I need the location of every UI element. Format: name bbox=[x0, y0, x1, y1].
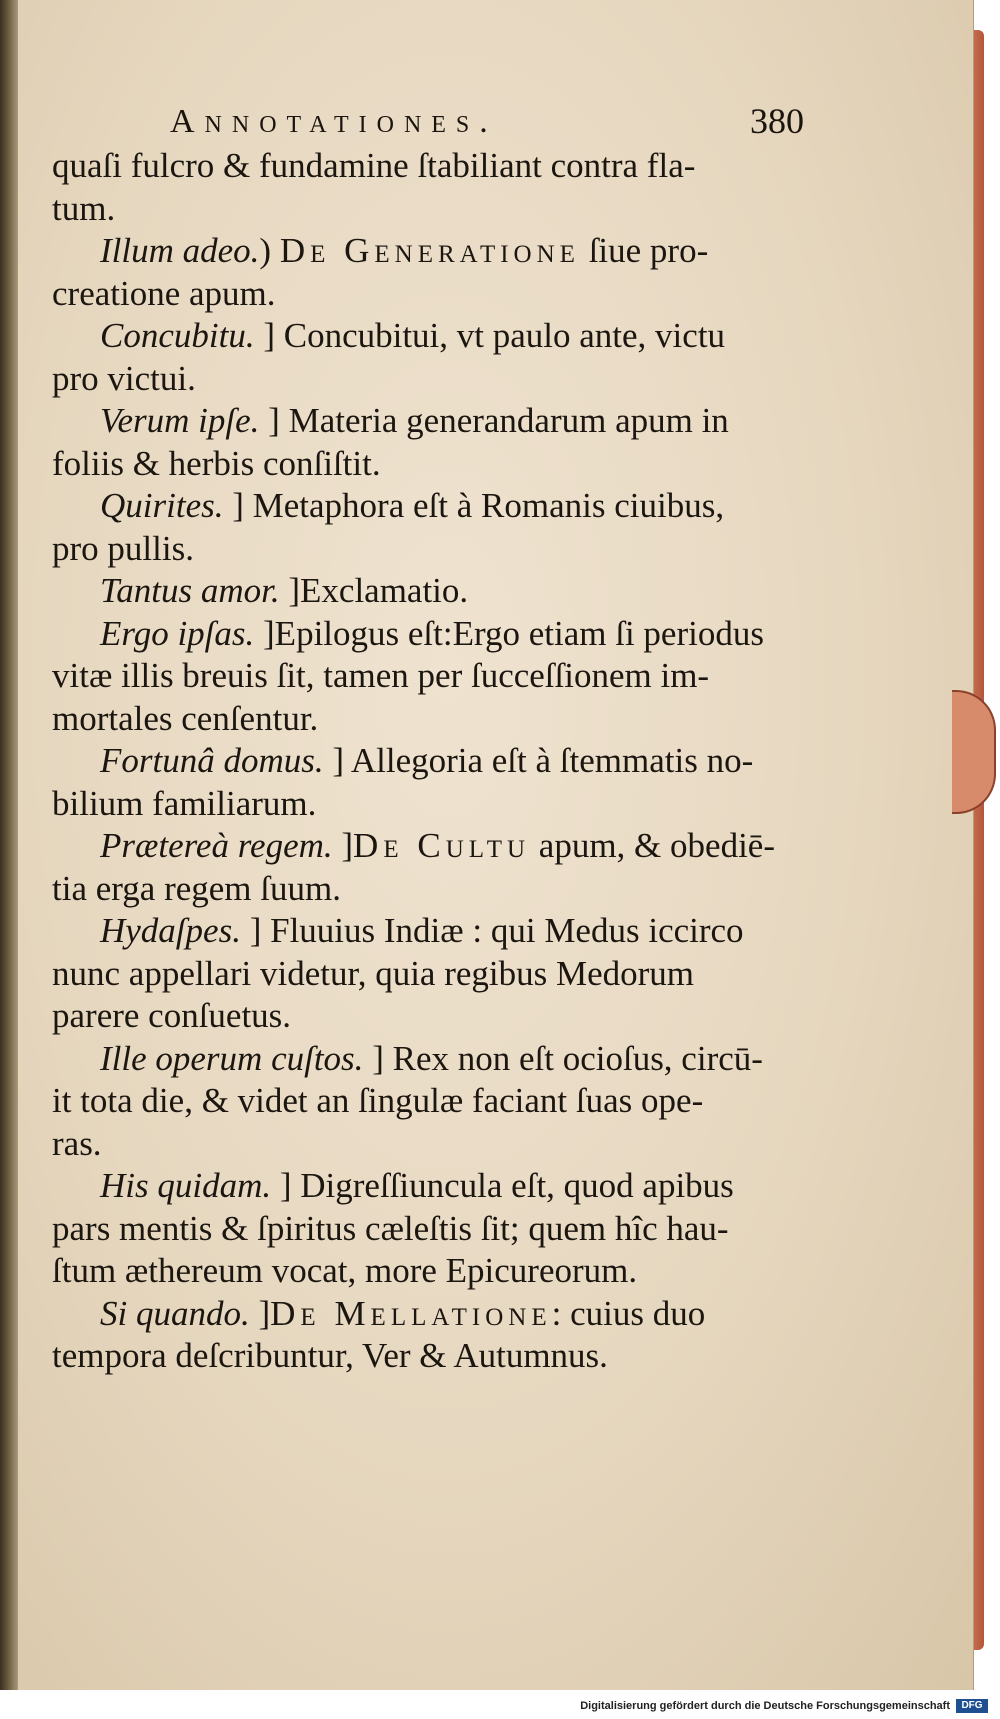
text-line: creatione apum. bbox=[52, 273, 276, 313]
lemma: Tantus amor. bbox=[100, 571, 280, 610]
annotation-entry bbox=[52, 740, 812, 783]
lemma: Concubitu. bbox=[100, 316, 255, 355]
text-line: it tota die, & videt an ſingulæ faciant ſuas ope- bbox=[52, 1081, 704, 1120]
entry-text: ] Rex non eſt ocioſus, circū- bbox=[363, 1038, 763, 1078]
section-heading: De Cultu bbox=[353, 826, 531, 865]
entry-text: ] Metaphora eſt à Romanis ciuibus, bbox=[223, 486, 725, 525]
annotation-entry bbox=[52, 910, 812, 953]
text-line: tum. bbox=[52, 188, 116, 228]
lemma: Illum adeo. bbox=[100, 231, 260, 270]
footer-credit: Digitalisierung gefördert durch die Deutsche Forschungsgemeinschaft bbox=[580, 1700, 950, 1712]
entry-text: ] bbox=[332, 826, 354, 865]
annotation-entry bbox=[52, 613, 812, 656]
entry-text: ]Exclamatio. bbox=[279, 571, 469, 610]
entry-text: apum, & obediē- bbox=[530, 826, 775, 865]
text-line: ſtum æthereum vocat, more Epicureorum. bbox=[52, 1251, 638, 1290]
annotation-entry bbox=[52, 230, 812, 273]
section-heading: De Mellatione bbox=[270, 1293, 552, 1333]
entry-text: ] Materia generandarum apum in bbox=[259, 401, 729, 440]
text-line: ras. bbox=[52, 1123, 102, 1163]
text-line: quaſi fulcro & fundamine ſtabiliant contra fla- bbox=[52, 146, 696, 185]
text-line: tia erga regem ſuum. bbox=[52, 868, 341, 908]
annotation-entry bbox=[52, 485, 812, 528]
text-line: foliis & herbis conſiſtit. bbox=[52, 443, 381, 483]
entry-text: ] Allegoria eſt à ſtemmatis no- bbox=[323, 741, 754, 780]
lemma: Si quando. bbox=[100, 1293, 250, 1333]
text-block bbox=[52, 145, 812, 1378]
page-number: 380 bbox=[750, 101, 804, 141]
annotation-entry bbox=[52, 1293, 812, 1336]
text-line: bilium familiarum. bbox=[52, 783, 317, 823]
annotation-entry bbox=[52, 1165, 812, 1208]
entry-text: ] Concubitui, vt paulo ante, victu bbox=[254, 316, 726, 355]
text-line: pro victui. bbox=[52, 358, 196, 398]
annotation-entry bbox=[52, 570, 812, 613]
entry-text: ] Fluuius Indiæ : qui Medus iccirco bbox=[240, 911, 744, 950]
entry-text: ]Epilogus eſt:Ergo etiam ſi periodus bbox=[254, 613, 764, 653]
lemma: Ergo ipſas. bbox=[100, 613, 255, 653]
entry-text: ſiue pro- bbox=[579, 231, 709, 270]
text-line: pro pullis. bbox=[52, 528, 194, 568]
entry-text: ] Digreſſiuncula eſt, quod apibus bbox=[271, 1166, 734, 1205]
text-line: parere conſuetus. bbox=[52, 996, 292, 1035]
lemma: Quirites. bbox=[100, 486, 224, 525]
annotation-entry bbox=[52, 400, 812, 443]
text-line: vitæ illis breuis ſit, tamen per ſucceſſionem im- bbox=[52, 656, 710, 695]
running-head: Annotationes. bbox=[170, 103, 498, 140]
lemma: His quidam. bbox=[100, 1166, 272, 1205]
entry-text: ) bbox=[259, 231, 280, 270]
lemma: Hydaſpes. bbox=[100, 911, 241, 950]
section-heading: De Generatione bbox=[279, 231, 580, 270]
lemma: Prætereà regem. bbox=[100, 826, 333, 865]
lemma: Ille operum cuſtos. bbox=[100, 1038, 364, 1078]
book-binding bbox=[0, 0, 18, 1690]
page-tab bbox=[952, 690, 996, 814]
annotation-entry bbox=[52, 315, 812, 358]
annotation-entry bbox=[52, 1038, 812, 1081]
text-line: mortales cenſentur. bbox=[52, 698, 319, 738]
annotation-entry bbox=[52, 825, 812, 868]
lemma: Verum ipſe. bbox=[100, 401, 260, 440]
dfg-logo: DFG bbox=[956, 1699, 988, 1713]
text-line: tempora deſcribuntur, Ver & Autumnus. bbox=[52, 1336, 608, 1375]
lemma: Fortunâ domus. bbox=[100, 741, 324, 780]
entry-text: ] bbox=[249, 1293, 271, 1333]
text-line: nunc appellari videtur, quia regibus Medorum bbox=[52, 953, 695, 993]
entry-text: : cuius duo bbox=[551, 1293, 706, 1333]
text-line: pars mentis & ſpiritus cæleſtis ſit; quem hîc hau- bbox=[52, 1208, 729, 1248]
